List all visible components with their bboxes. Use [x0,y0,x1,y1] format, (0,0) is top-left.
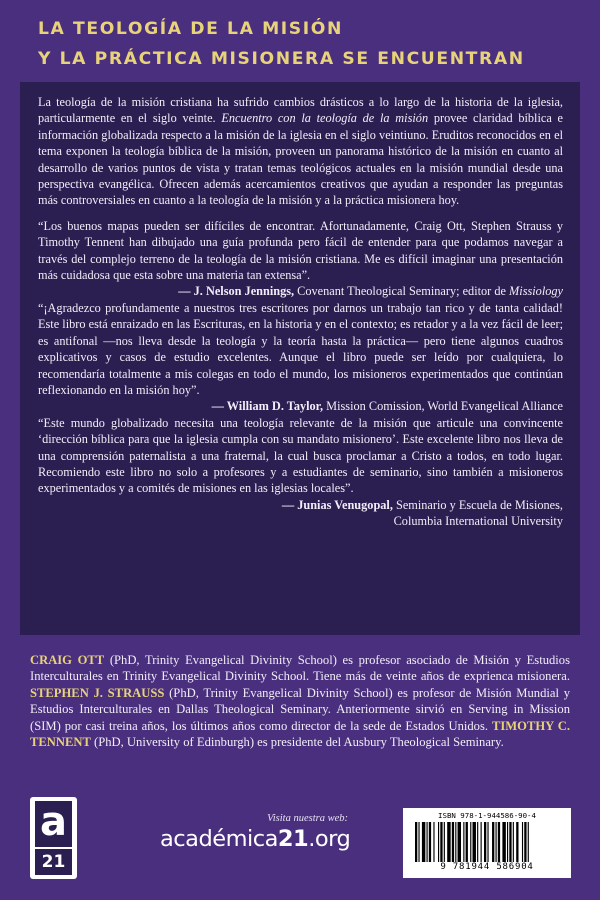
barcode-bar [492,822,494,862]
website-name: académica [160,826,278,852]
barcode-bar [438,822,439,862]
author-name-tennent: TIMOTHY C. TENNENT [30,718,570,750]
barcode-bar [463,822,464,862]
isbn-barcode [403,808,571,878]
endorser-name-1: — J. Nelson Jennings, [178,284,295,299]
barcode-bar [427,822,428,862]
barcode-bar [522,822,523,862]
endorsement-attribution-2 [38,398,563,414]
endorsement-quote-1: “Los buenos mapas pueden ser difíciles de encontrar. Afortunadamente, Craig Ott, Stephen Strauss y Timothy Tennent han dibujado una guía profunda pero fácil de entender para que podamos navegar a través del complejo terreno de la teología de la misión cristiana. Me es difícil imaginar una presentación más cuidadosa que esta sobre una materia tan extensa”. [38,218,563,283]
publisher-website[interactable] [160,826,350,852]
barcode-bar [440,822,442,862]
barcode-bar [447,822,450,862]
barcode-bar [496,822,497,862]
barcode-bar [466,822,468,862]
author-bio-ott: (PhD, Trinity Evangelical Divinity School) es profesor asociado de Misión y Estudios Interculturales en Trinity Evangelical Divinity School. Tiene más de veinte años de exprienca misionera. [30,653,570,684]
endorser-affiliation-3-line-2: Columbia International University [393,514,563,529]
endorsement-quote-3: “Este mundo globalizado necesita una teología relevante de la misión que articule una convincente ‘dirección bíblica para que la iglesia cumpla con su mandato misionero’. Este excelente libro nos lleva de una comprensión paternalista a una fraternal, la cual busca proclamar a Cristo a todos, en todo lugar. Recomiendo este libro no solo a profesores y a estudiantes de seminario, sino también a misioneros experimentados y a comités de misiones en las iglesias locales”. [38,415,563,496]
barcode-bar [507,822,508,862]
endorser-name-2: — William D. Taylor, [211,399,324,414]
barcode-bar [502,822,505,862]
barcode-bar [429,822,431,862]
headline-line-2: Y LA PRÁCTICA MISIONERA SE ENCUENTRAN [38,49,525,69]
intro-book-title: Encuentro con la teología de la misión [221,111,429,126]
endorser-affiliation-1: Covenant Theological Seminary; editor de [294,284,510,299]
barcode-bar [470,822,471,862]
publisher-logo-letter: a [35,801,72,847]
barcode-bar [458,822,461,862]
endorsement-quote-2: “¡Agradezco profundamente a nuestros tres escritores por darnos un trabajo tan rico y de tanta calidad! Este libro está enraizado en las Escrituras, en la historia y en el contexto; es retador y a la vez fácil de leer; es antifonal —nos lleva desde la teología y la teoría hasta la práctica— pero tiene algunos cuadros explicativos y casos de estudio excelentes. Aunque el libro puede ser leído por cualquiera, lo recomendaría totalmente a mis colegas en todo el mundo, los misioneros experimentados que continúan reflexionando en la misión hoy”. [38,300,563,397]
barcode-bar [509,822,511,862]
barcode-bar [481,822,482,862]
barcode-bar [433,822,434,862]
barcode-bar [528,822,529,862]
publisher-logo [30,797,77,879]
visit-label: Visita nuestra web: [267,813,348,824]
barcode-bar [455,822,456,862]
author-name-ott: CRAIG OTT [30,653,105,667]
endorser-affiliation-3: Seminario y Escuela de Misiones, [392,497,563,512]
endorsement-attribution-3 [38,497,563,530]
intro-text-2: provee claridad bíblica e información globalizada respecto a la misión de la iglesia en el siglo veintiuno. Eruditos reconocidos en el tema exponen la teología bíblica de la misión, proveen un panorama histórico de la misión en cuanto al desarrollo de varios puntos de vista y tratan temas teológicos actuales en la misión mundial desde una perspectiva evangélica. Ofrecen además acercamientos creativos que ayudan a responder las preguntas más controversiales en cuanto a la teología de la misión y a la práctica misionera hoy. [38,111,563,208]
author-bios [30,652,570,750]
barcode-bars [409,822,565,862]
barcode-bar [524,822,526,862]
barcode-bar [415,822,417,862]
author-bio-tennent: (PhD, University of Edinburgh) es presidente del Ausbury Theological Seminary. [90,735,504,750]
barcode-bar [484,822,486,862]
barcode-bar [513,822,514,862]
barcode-bar [487,822,488,862]
barcode-bar [422,822,425,862]
author-name-strauss: STEPHEN J. STRAUSS [30,685,165,700]
barcode-bar [498,822,500,862]
endorser-name-3: — Junias Venugopal, [281,497,393,512]
barcode-bar [452,822,454,862]
barcode-bar [444,822,445,862]
isbn-text: ISBN 978-1-944586-90-4 [438,811,536,820]
barcode-bar [473,822,476,862]
barcode-bar [516,822,518,862]
publisher-logo-number: 21 [35,849,72,875]
barcode-bar [477,822,478,862]
intro-text-1: La teología de la misión cristiana ha sufrido cambios drásticos a lo largo de la historia de la iglesia, particularmente en el siglo veinte. [38,95,563,126]
endorser-affiliation-2: Mission Comission, World Evangelical Alliance [323,399,563,414]
endorser-journal-1: Missiology [509,284,563,299]
description-panel [20,82,580,635]
author-bio-strauss: (PhD, Trinity Evangelical Divinity School) es profesor de Misión Mundial y Estudios Interculturales en Dallas Theological Seminary. Anteriormente sirvió en Serving in Mission (SIM) por casi treina años, los últimos años como director de la sede de Estados Unidos. [30,685,571,733]
headline-line-1: LA TEOLOGÍA DE LA MISIÓN [38,19,343,39]
barcode-digits: 9 781944 586904 [440,862,534,872]
intro-paragraph [38,94,563,209]
website-number: 21 [277,826,309,852]
back-cover-headline [38,14,578,74]
endorsement-attribution-1 [38,283,563,299]
website-suffix: .org [308,826,351,852]
barcode-bar [418,822,419,862]
